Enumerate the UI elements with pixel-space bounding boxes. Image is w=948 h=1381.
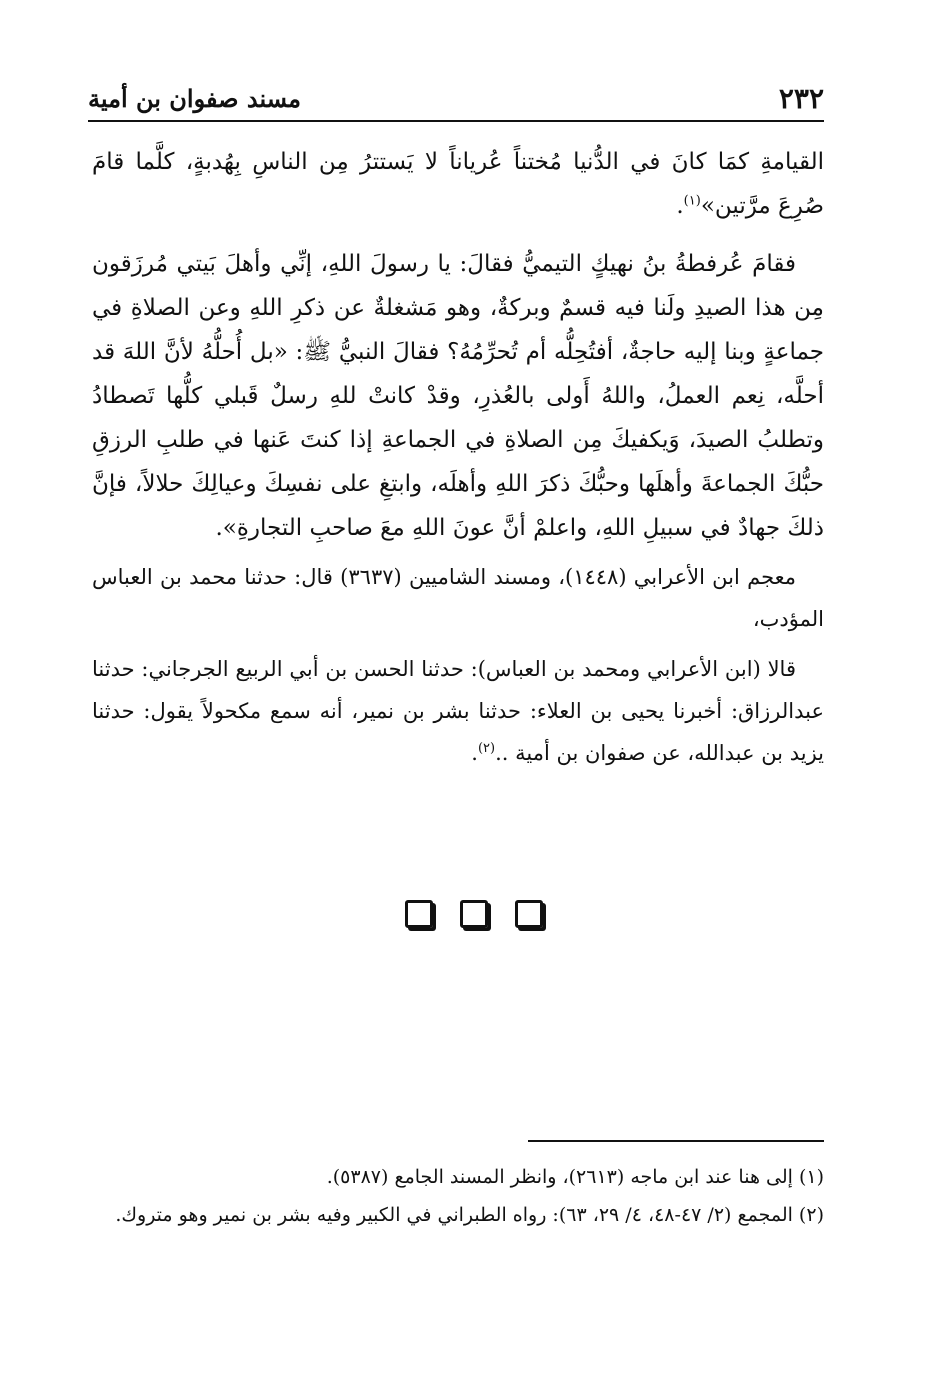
header-rule [88,120,824,122]
square-box-icon [515,900,543,928]
footnote-2: (٢) المجمع (٢/ ٤٧-٤٨، ٤/ ٢٩، ٦٣): رواه الطبراني في الكبير وفيه بشر بن نمير وهو متروك. [115,1204,824,1226]
main-text [92,140,824,774]
square-box-icon [460,900,488,928]
footnote-rule [528,1140,824,1142]
footnote-ref-2[interactable]: (٢) [477,741,496,756]
page-number: ٢٣٢ [778,82,824,115]
paragraph-hadith: فقامَ عُرفطةُ بنُ نهيكٍ التيميُّ فقالَ: يا رسولَ اللهِ، إنِّي وأهلَ بَيتي مُرزَقون مِن هذا الصيدِ ولَنا فيه قسمٌ وبركةٌ، وهو مَشغلةٌ عن ذكرِ اللهِ وعن الصلاةِ في جماعةٍ وبنا إليه حاجةٌ، أفتُحِلُّه أم تُحرِّمُهُ؟ فقالَ النبيُّ ﷺ: «بل أُحلُّهُ لأنَّ اللهَ قد أحلَّه، نِعم العملُ، واللهُ أَولى بالعُذرِ، وقدْ كانتْ للهِ رسلٌ قَبلي كلُّها تَصطادُ وتطلبُ الصيدَ، وَيكفيكَ مِن الصلاةِ في الجماعةِ إذا كنتَ عَنها في طلبِ الرزقِ حبُّكَ الجماعةَ وأهلَها وحبُّكَ ذكرَ اللهِ وأهلَه، وابتغِ على نفسِكَ وعيالِكَ حلالاً، فإنَّ ذلكَ جهادٌ في سبيلِ اللهِ، واعلمْ أنَّ عونَ اللهِ معَ صاحبِ التجارةِ». [92,251,824,541]
paragraph-isnad-end: . [471,741,478,765]
footnote-ref-1[interactable]: (١) [683,193,701,209]
paragraph-continuation [92,140,824,228]
paragraph-isnad [92,648,824,774]
square-box-icon [405,900,433,928]
page-header [88,78,824,122]
section-separator [0,900,948,934]
paragraph-source: معجم ابن الأعرابي (١٤٤٨)، ومسند الشاميين (٣٦٣٧) قال: حدثنا محمد بن العباس المؤدب، [92,565,824,631]
paragraph-continuation-end: . [676,193,684,219]
running-title: مسند صفوان بن أمية [88,84,301,113]
footnotes [92,1158,824,1234]
paragraph-continuation-text: القيامةِ كمَا كانَ في الدُّنيا مُختناً عُرياناً لا يَستترُ مِن الناسِ بِهُدبةٍ، كلَّما قامَ صُرِعَ مرَّتين» [92,149,824,219]
footnote-1: (١) إلى هنا عند ابن ماجه (٢٦١٣)، وانظر المسند الجامع (٥٣٨٧). [326,1166,824,1188]
paragraph-isnad-text: قالا (ابن الأعرابي ومحمد بن العباس): حدثنا الحسن بن أبي الربيع الجرجاني: حدثنا عبدالرزاق: أخبرنا يحيى بن العلاء: حدثنا بشر بن نمير، أنه سمع مكحولاً يقول: حدثنا يزيد بن عبدالله، عن صفوان بن أمية .. [92,657,824,765]
